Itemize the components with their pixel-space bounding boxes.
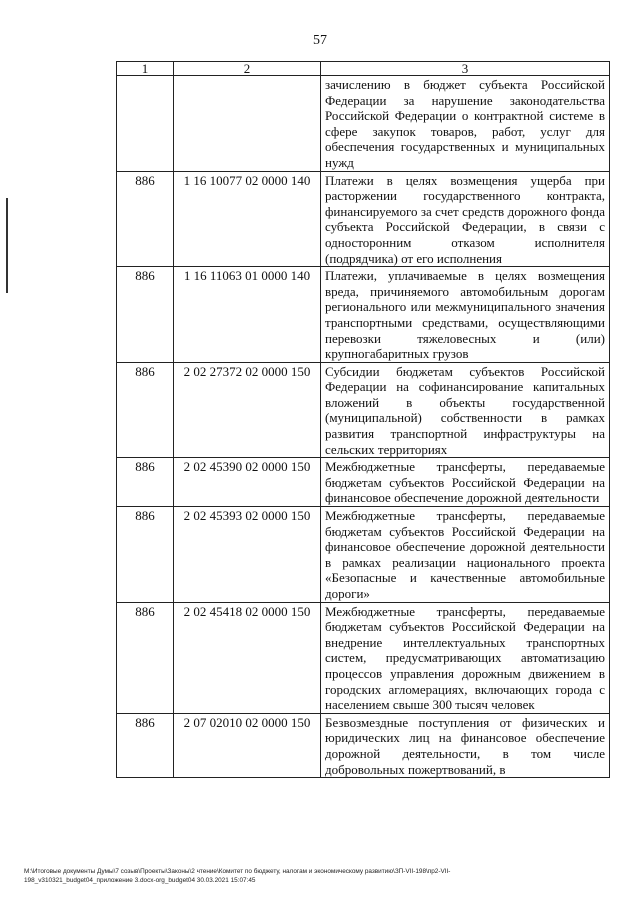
table-row [117,458,610,507]
revenue-name-cell: Субсидии бюджетам субъектов Российской Федерации на софинансирование капитальных вложений в объекты государственной (муниципальной) собственности в рамках развития транспортной инфраструктуры на сельских территориях [321,362,610,458]
revenue-name-cell: Межбюджетные трансферты, передаваемые бюджетам субъектов Российской Федерации на финансовое обеспечение дорожной деятельности в рамках реализации национального проекта «Безопасные и качественные автомобильные дороги» [321,507,610,603]
table-row [117,507,610,603]
admin-code-cell: 886 [117,507,174,603]
admin-code-cell [117,76,174,172]
table-header-row [117,62,610,76]
column-header-3: 3 [321,62,610,76]
revenue-name-cell: Межбюджетные трансферты, передаваемые бюджетам субъектов Российской Федерации на финансовое обеспечение дорожной деятельности [321,458,610,507]
revenue-name-cell: Безвозмездные поступления от физических и юридических лиц на финансовое обеспечение дорожной деятельности, в том числе добровольных пожертвований, в [321,713,610,777]
budget-code-cell: 2 07 02010 02 0000 150 [174,713,321,777]
admin-code-cell: 886 [117,362,174,458]
footer-path-line: M:\Итоговые документы Думы\7 созыв\Проекты\Законы\2 чтение\Комитет по бюджету, налогам и экономическому развитию\ЗП-VII-198\пр2-VII- [24,868,451,875]
table-row [117,267,610,363]
budget-code-cell: 1 16 10077 02 0000 140 [174,171,321,267]
budget-code-cell: 2 02 27372 02 0000 150 [174,362,321,458]
table-row [117,76,610,172]
page-number: 57 [313,33,327,48]
revenue-name-cell: Платежи, уплачиваемые в целях возмещения вреда, причиняемого автомобильным дорогам регионального или межмуниципального значения транспортными средствами, осуществляющими перевозки тяжеловесных и (или) крупногабаритных грузов [321,267,610,363]
budget-code-cell [174,76,321,172]
column-header-1: 1 [117,62,174,76]
margin-mark [6,198,8,293]
table-row [117,171,610,267]
revenue-name-cell: зачислению в бюджет субъекта Российской Федерации за нарушение законодательства Российской Федерации о контрактной системе в сфере закупок товаров, работ, услуг для обеспечения государственных и муниципальных нужд [321,76,610,172]
table-row [117,362,610,458]
budget-code-cell: 2 02 45418 02 0000 150 [174,602,321,713]
table-row [117,713,610,777]
budget-code-cell: 1 16 11063 01 0000 140 [174,267,321,363]
revenue-name-cell: Межбюджетные трансферты, передаваемые бюджетам субъектов Российской Федерации на внедрение интеллектуальных транспортных систем, предусматривающих автоматизацию процессов управления дорожным движением в городских агломерациях, включающих города с населением свыше 300 тысяч человек [321,602,610,713]
table-row [117,602,610,713]
revenue-codes-table [116,61,610,778]
revenue-name-cell: Платежи в целях возмещения ущерба при расторжении государственного контракта, финансируемого за счет средств дорожного фонда субъекта Российской Федерации, в связи с односторонним отказом исполнителя (подрядчика) от его исполнения [321,171,610,267]
column-header-2: 2 [174,62,321,76]
admin-code-cell: 886 [117,713,174,777]
admin-code-cell: 886 [117,267,174,363]
budget-code-cell: 2 02 45390 02 0000 150 [174,458,321,507]
admin-code-cell: 886 [117,458,174,507]
admin-code-cell: 886 [117,602,174,713]
footer-file-line: 198_v310321_budget04_приложение 3.docx-org_budget04 30.03.2021 15:07:45 [24,877,256,884]
admin-code-cell: 886 [117,171,174,267]
budget-code-cell: 2 02 45393 02 0000 150 [174,507,321,603]
document-path-footer [24,867,624,885]
